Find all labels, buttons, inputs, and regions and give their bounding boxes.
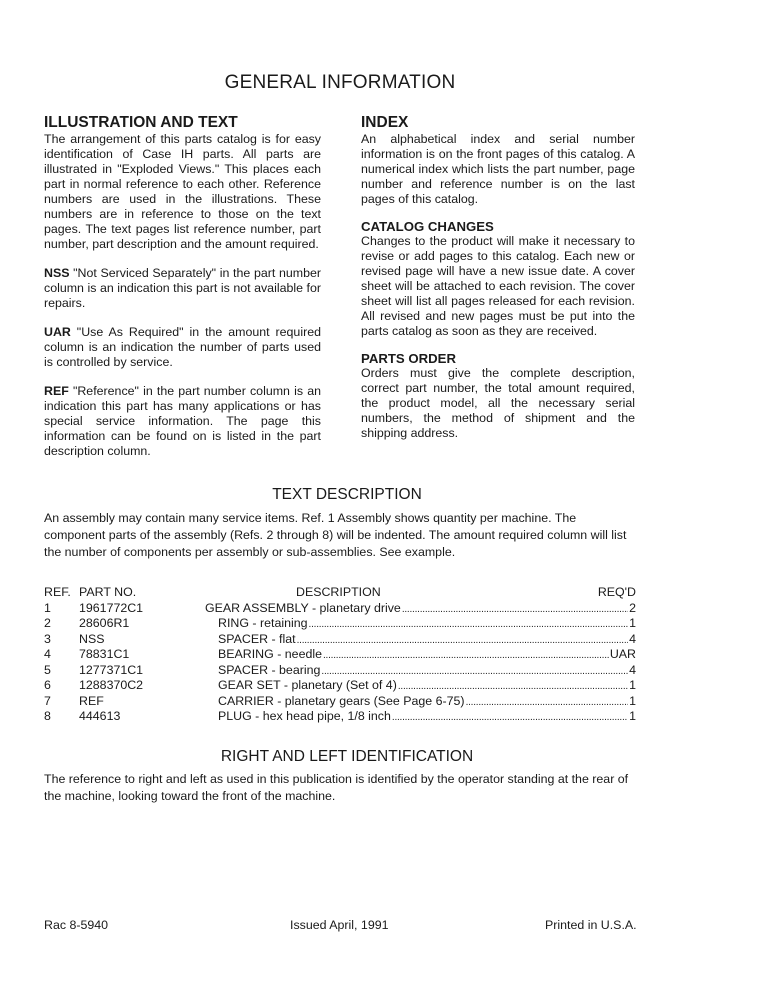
parts-table-header: [44, 585, 636, 601]
header-reqd: REQ'D: [597, 585, 636, 599]
parts-table-rows: [44, 601, 636, 725]
row-quantity: UAR: [609, 647, 636, 661]
uar-paragraph: [44, 325, 321, 370]
illustration-heading: ILLUSTRATION AND TEXT: [44, 114, 238, 131]
text-description-body: An assembly may contain many service items. Ref. 1 Assembly shows quantity per machine. The component parts of the assembly (Refs. 2 through 8) will be indented. The amount required column will list the number of components per assembly or sub-assemblies. See example.: [44, 511, 627, 559]
row-part-no: 28606R1: [79, 616, 130, 630]
row-quantity: 2: [629, 600, 636, 615]
dot-leader: [321, 663, 628, 677]
row-description: CARRIER - planetary gears (See Page 6-75): [218, 693, 465, 708]
table-row: [44, 709, 636, 725]
nss-term: NSS: [44, 266, 70, 280]
table-row: [44, 601, 636, 617]
row-quantity: 1: [629, 678, 636, 692]
row-part-no: 444613: [79, 709, 121, 723]
uar-text: "Use As Required" in the amount required column is an indication the number of parts used is controlled by service.: [44, 325, 321, 369]
row-quantity: 4: [629, 662, 636, 677]
row-description: PLUG - hex head pipe, 1/8 inch: [218, 709, 391, 723]
dot-leader: [398, 678, 628, 692]
row-description: BEARING - needle: [218, 647, 322, 661]
right-left-body: The reference to right and left as used in this publication is identified by the operator standing at the rear of the machine, looking toward the front of the machine.: [44, 772, 629, 803]
table-row: [44, 632, 636, 648]
ref-paragraph: [44, 384, 321, 459]
row-ref: 4: [44, 647, 51, 661]
row-ref: 5: [44, 662, 51, 677]
nss-text: "Not Serviced Separately" in the part number column is an indication this part is not available for repairs.: [44, 266, 321, 310]
row-ref: 3: [44, 631, 51, 646]
row-ref: 1: [44, 600, 51, 615]
index-body: An alphabetical index and serial number information is on the front pages of this catalog. A numerical index which lists the part number, page number and reference number is on the last pages of this catalog.: [361, 132, 635, 206]
uar-term: UAR: [44, 325, 71, 339]
row-description: RING - retaining: [218, 616, 308, 630]
table-row: [44, 678, 636, 694]
table-row: [44, 663, 636, 679]
row-part-no: 78831C1: [79, 647, 130, 661]
page-title: GENERAL INFORMATION: [224, 72, 456, 93]
parts-order-heading: PARTS ORDER: [361, 351, 457, 366]
ref-text: "Reference" in the part number column is an indication this part has many applications or has special service information. The page this information can be found on is listed in the part description column.: [44, 384, 321, 458]
row-part-no: 1288370C2: [79, 678, 144, 692]
row-description: GEAR SET - planetary (Set of 4): [218, 678, 397, 692]
nss-paragraph: [44, 266, 321, 311]
right-column: [361, 114, 635, 441]
dot-leader: [392, 709, 628, 723]
dot-leader: [297, 632, 629, 646]
row-description: SPACER - bearing: [218, 662, 321, 677]
illustration-section: [44, 114, 321, 459]
header-ref: REF.: [44, 585, 71, 599]
row-part-no: REF: [79, 693, 104, 708]
catalog-changes-body: Changes to the product will make it necessary to revise or add pages to this catalog. Each new or revised page will have a new issue date. A cover sheet will be attached to each revision. The cover sheet will list all pages released for each revision. All revised and new pages must be put into the parts catalog as soon as they are received.: [361, 234, 635, 338]
row-part-no: NSS: [79, 631, 105, 646]
right-left-heading: RIGHT AND LEFT IDENTIFICATION: [220, 748, 474, 765]
row-ref: 6: [44, 678, 51, 692]
row-part-no: 1961772C1: [79, 600, 144, 615]
row-description: SPACER - flat: [218, 631, 296, 646]
table-row: [44, 616, 636, 632]
footer-document-number: Rac 8-5940: [44, 918, 109, 932]
row-ref: 8: [44, 709, 51, 723]
index-heading: INDEX: [361, 114, 409, 131]
catalog-changes-heading: CATALOG CHANGES: [361, 219, 494, 234]
ref-term: REF: [44, 384, 69, 398]
row-quantity: 1: [629, 616, 636, 630]
header-part-no: PART NO.: [79, 585, 137, 599]
row-description: GEAR ASSEMBLY - planetary drive: [205, 600, 401, 615]
header-description: DESCRIPTION: [296, 585, 381, 599]
parts-table: [44, 585, 636, 725]
dot-leader: [323, 647, 609, 661]
illustration-body: The arrangement of this parts catalog is for easy identification of Case IH parts. All parts are illustrated in "Exploded Views." This places each part in normal reference to each other. Reference numbers are used in the illustrations. These numbers are in reference to those on the text pages. The text pages list reference number, part number, part description and the amount required.: [44, 132, 321, 251]
footer-issue-date: Issued April, 1991: [290, 918, 389, 932]
dot-leader: [309, 616, 629, 630]
text-description-heading: TEXT DESCRIPTION: [272, 486, 422, 503]
parts-order-body: Orders must give the complete description, correct part number, the total amount required, the product model, all the necessary serial numbers, the method of shipment and the shipping address.: [361, 366, 635, 440]
footer-printed-in: Printed in U.S.A.: [545, 918, 637, 932]
row-quantity: 1: [629, 709, 636, 723]
table-row: [44, 647, 636, 663]
row-ref: 2: [44, 616, 51, 630]
row-part-no: 1277371C1: [79, 662, 144, 677]
dot-leader: [402, 601, 628, 615]
row-ref: 7: [44, 693, 51, 708]
dot-leader: [466, 694, 629, 708]
row-quantity: 4: [629, 631, 636, 646]
row-quantity: 1: [629, 693, 636, 708]
table-row: [44, 694, 636, 710]
